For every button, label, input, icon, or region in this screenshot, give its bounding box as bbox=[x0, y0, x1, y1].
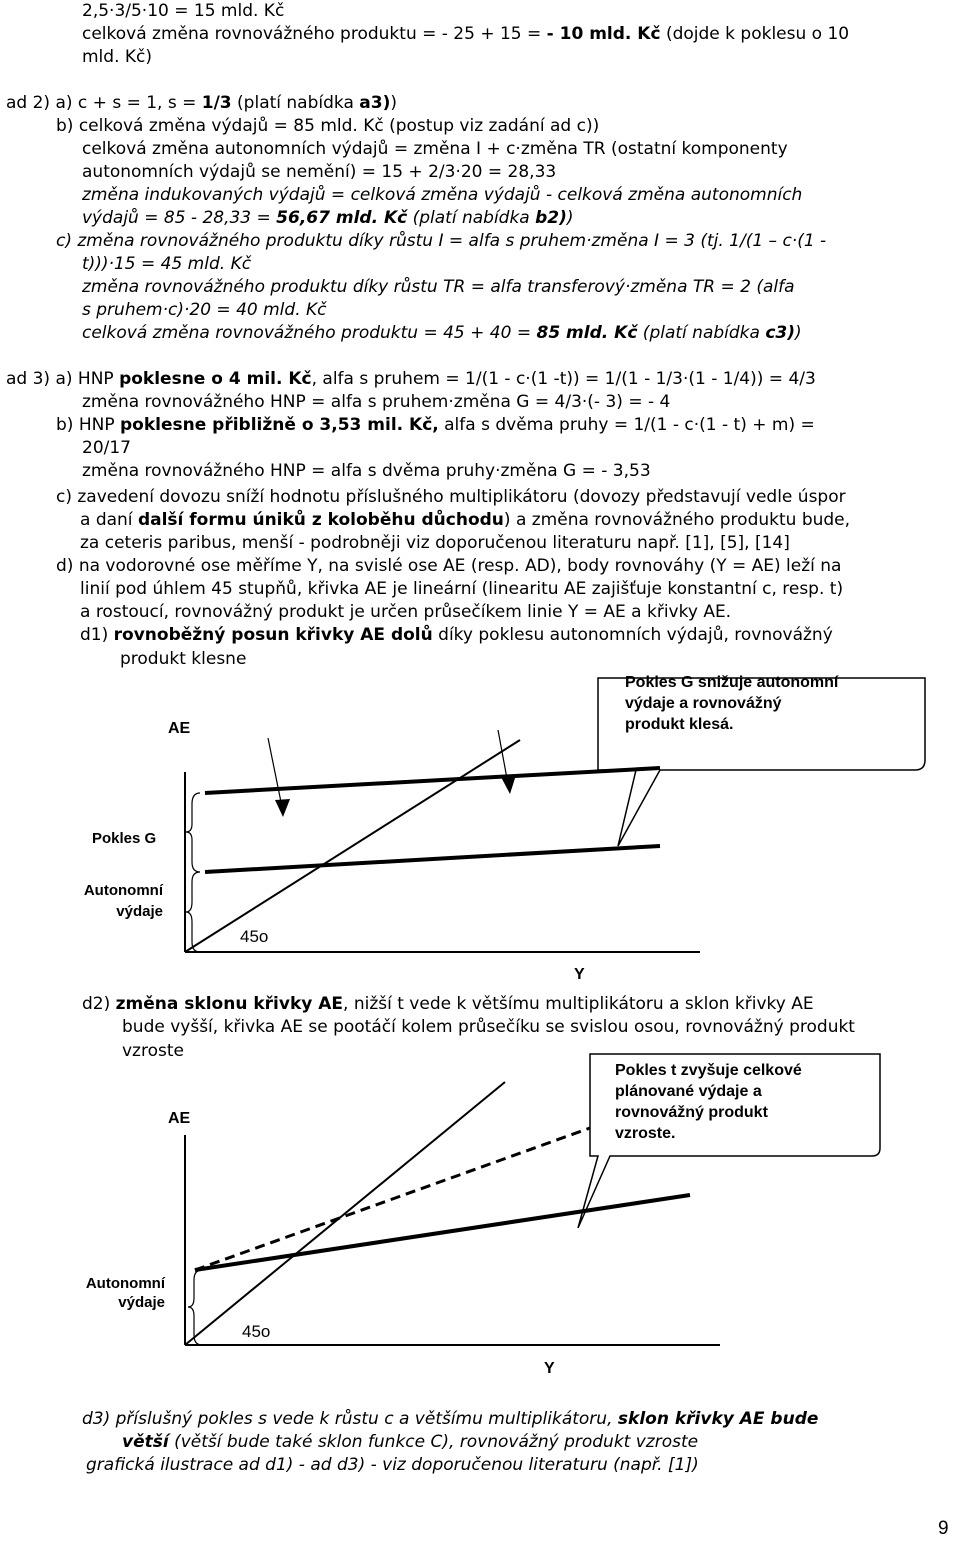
text-bold: - 10 mld. Kč bbox=[546, 24, 661, 44]
text-line bbox=[56, 414, 815, 436]
text-line: změna rovnovážného produktu díky růstu TR = alfa transferový·změna TR = 2 (alfa bbox=[82, 277, 795, 297]
text-line bbox=[82, 993, 814, 1015]
text-line bbox=[80, 509, 850, 531]
text-line: d) na vodorovné ose měříme Y, na svislé ose AE (resp. AD), body rovnováhy (Y = AE) leží na bbox=[56, 556, 842, 576]
text-span: ) bbox=[390, 93, 397, 113]
text-bold: poklesne o 4 mil. Kč bbox=[119, 369, 312, 389]
x-axis-label: Y bbox=[544, 1360, 555, 1377]
y-axis-label: AE bbox=[168, 720, 191, 737]
text-line: mld. Kč) bbox=[82, 47, 153, 67]
x-axis-label: Y bbox=[574, 966, 585, 983]
ae-curve-rotated bbox=[195, 1128, 590, 1270]
brace-autonomni-vydaje bbox=[186, 872, 200, 952]
text-line bbox=[80, 624, 833, 646]
ae-curve-original bbox=[195, 1195, 690, 1270]
text-line bbox=[82, 322, 802, 344]
brace-label: Pokles G bbox=[92, 830, 157, 847]
text-span: ad 2) a) c + s = 1, s = bbox=[6, 93, 202, 113]
text-line: za ceteris paribus, menší - podrobněji viz doporučenou literaturu např. [1], [5], [14] bbox=[80, 533, 790, 553]
callout-text-line: plánované výdaje a bbox=[615, 1083, 762, 1100]
text-bold: změna sklonu křivky AE bbox=[115, 994, 344, 1014]
text-span: , alfa s pruhem = 1/(1 - c·(1 -t)) = 1/(1 - 1/3·(1 - 1/4)) = 4/3 bbox=[311, 369, 816, 389]
text-span: (dojde k poklesu o 10 bbox=[660, 24, 850, 44]
brace-label: Autonomní bbox=[85, 1275, 165, 1292]
text-bold: 85 mld. Kč bbox=[536, 323, 638, 343]
figure2-graphic bbox=[0, 1050, 960, 1360]
text-span: alfa s dvěma pruhy = 1/(1 - c·(1 - t) + m) = bbox=[438, 415, 815, 435]
text-bold: b2) bbox=[535, 208, 567, 228]
brace-label: výdaje bbox=[116, 903, 163, 920]
text-line: c) zavedení dovozu sníží hodnotu příslušného multiplikátoru (dovozy představují vedle úspor bbox=[56, 487, 846, 507]
angle-label: 45o bbox=[240, 927, 269, 946]
shift-arrow-head bbox=[501, 775, 516, 794]
text-span: d3) příslušný pokles s vede k růstu c a většímu multiplikátoru, bbox=[82, 1409, 618, 1429]
text-line: změna rovnovážného HNP = alfa s dvěma pruhy·změna G = - 3,53 bbox=[82, 461, 651, 481]
text-span: b) HNP bbox=[56, 415, 120, 435]
text-bold: a3) bbox=[359, 93, 391, 113]
text-line: linií pod úhlem 45 stupňů, křivka AE je lineární (linearitu AE zajišťuje konstantní c, resp. t) bbox=[80, 579, 844, 599]
text-line: celková změna autonomních výdajů = změna I + c·změna TR (ostatní komponenty bbox=[82, 139, 788, 159]
text-span: díky poklesu autonomních výdajů, rovnovážný bbox=[432, 625, 833, 645]
text-bold: další formu úniků z koloběhu důchodu bbox=[137, 510, 504, 530]
text-span: ) bbox=[795, 323, 802, 343]
text-bold: 1/3 bbox=[201, 93, 232, 113]
text-span: výdajů = 85 - 28,33 = bbox=[82, 208, 277, 228]
callout-text-line: Pokles G snižuje autonomní bbox=[625, 674, 839, 691]
text-line bbox=[6, 368, 816, 390]
text-line: c) změna rovnovážného produktu díky růstu I = alfa s pruhem·změna I = 3 (tj. 1/(1 – c·(1 - bbox=[56, 231, 827, 251]
text-span: , nižší t vede k většímu multiplikátoru a sklon křivky AE bbox=[343, 994, 814, 1014]
text-span: (platí nabídka bbox=[231, 93, 360, 113]
shift-arrow-head bbox=[275, 799, 290, 817]
callout-text-line: rovnovážný produkt bbox=[615, 1104, 768, 1121]
text-line: změna rovnovážného HNP = alfa s pruhem·změna G = 4/3·(- 3) = - 4 bbox=[82, 392, 671, 412]
text-bold: c3) bbox=[765, 323, 796, 343]
brace-label: výdaje bbox=[118, 1294, 165, 1311]
text-line: vzroste bbox=[122, 1041, 184, 1061]
shift-arrow bbox=[268, 738, 282, 807]
text-line: b) celková změna výdajů = 85 mld. Kč (postup viz zadání ad c)) bbox=[56, 116, 600, 136]
text-span: ) a změna rovnovážného produktu bude, bbox=[503, 510, 851, 530]
text-span: (platí nabídka bbox=[407, 208, 536, 228]
callout-text-line: výdaje a rovnovážný bbox=[625, 695, 782, 712]
text-span: d1) bbox=[80, 625, 114, 645]
text-line bbox=[6, 92, 397, 114]
text-line bbox=[82, 1408, 818, 1430]
text-line: změna indukovaných výdajů = celková změna výdajů - celková změna autonomních bbox=[82, 185, 803, 205]
line-45deg bbox=[185, 1082, 505, 1345]
text-span: d2) bbox=[82, 994, 116, 1014]
text-line bbox=[122, 1431, 698, 1453]
text-bold: větší bbox=[122, 1432, 169, 1452]
text-bold: 56,67 mld. Kč bbox=[276, 208, 408, 228]
text-line bbox=[82, 207, 574, 229]
text-span: celková změna rovnovážného produktu = 45 + 40 = bbox=[82, 323, 537, 343]
text-bold: rovnoběžný posun křivky AE dolů bbox=[113, 625, 433, 645]
ae-curve-shifted bbox=[205, 846, 660, 872]
text-span: (platí nabídka bbox=[637, 323, 766, 343]
text-line: bude vyšší, křivka AE se pootáčí kolem průsečíku se svislou osou, rovnovážný produkt bbox=[122, 1017, 855, 1037]
y-axis-label: AE bbox=[168, 1110, 191, 1127]
text-span: ad 3) a) HNP bbox=[6, 369, 120, 389]
page-number: 9 bbox=[938, 1518, 949, 1539]
text-line: autonomních výdajů se nemění) = 15 + 2/3·20 = 28,33 bbox=[82, 162, 557, 182]
text-line: produkt klesne bbox=[120, 649, 247, 669]
text-line bbox=[82, 23, 849, 45]
callout-text-line: produkt klesá. bbox=[625, 716, 734, 733]
text-span: ) bbox=[566, 208, 574, 228]
callout-text-line: Pokles t zvyšuje celkové bbox=[615, 1062, 802, 1079]
ae-curve-original bbox=[205, 768, 660, 793]
text-span: a daní bbox=[80, 510, 138, 530]
text-span: (větší bude také sklon funkce C), rovnovážný produkt vzroste bbox=[168, 1432, 699, 1452]
angle-label: 45o bbox=[242, 1322, 271, 1341]
text-line: grafická ilustrace ad d1) - ad d3) - viz doporučenou literaturu (např. [1]) bbox=[86, 1455, 699, 1475]
figure1-graphic bbox=[0, 660, 960, 980]
callout-text-line: vzroste. bbox=[615, 1125, 676, 1142]
text-bold: sklon křivky AE bude bbox=[617, 1409, 819, 1429]
brace-label: Autonomní bbox=[83, 882, 163, 899]
brace-pokles-g bbox=[186, 793, 200, 872]
text-span: celková změna rovnovážného produktu = - 25 + 15 = bbox=[82, 24, 547, 44]
text-bold: poklesne přibližně o 3,53 mil. Kč, bbox=[119, 415, 439, 435]
line-45deg bbox=[185, 740, 520, 952]
text-line: a rostoucí, rovnovážný produkt je určen průsečíkem linie Y = AE a křivky AE. bbox=[80, 602, 732, 622]
text-line: t)))·15 = 45 mld. Kč bbox=[82, 254, 252, 274]
text-line: s pruhem·c)·20 = 40 mld. Kč bbox=[82, 300, 327, 320]
text-line: 20/17 bbox=[82, 438, 131, 458]
text-line: 2,5·3/5·10 = 15 mld. Kč bbox=[82, 1, 285, 21]
